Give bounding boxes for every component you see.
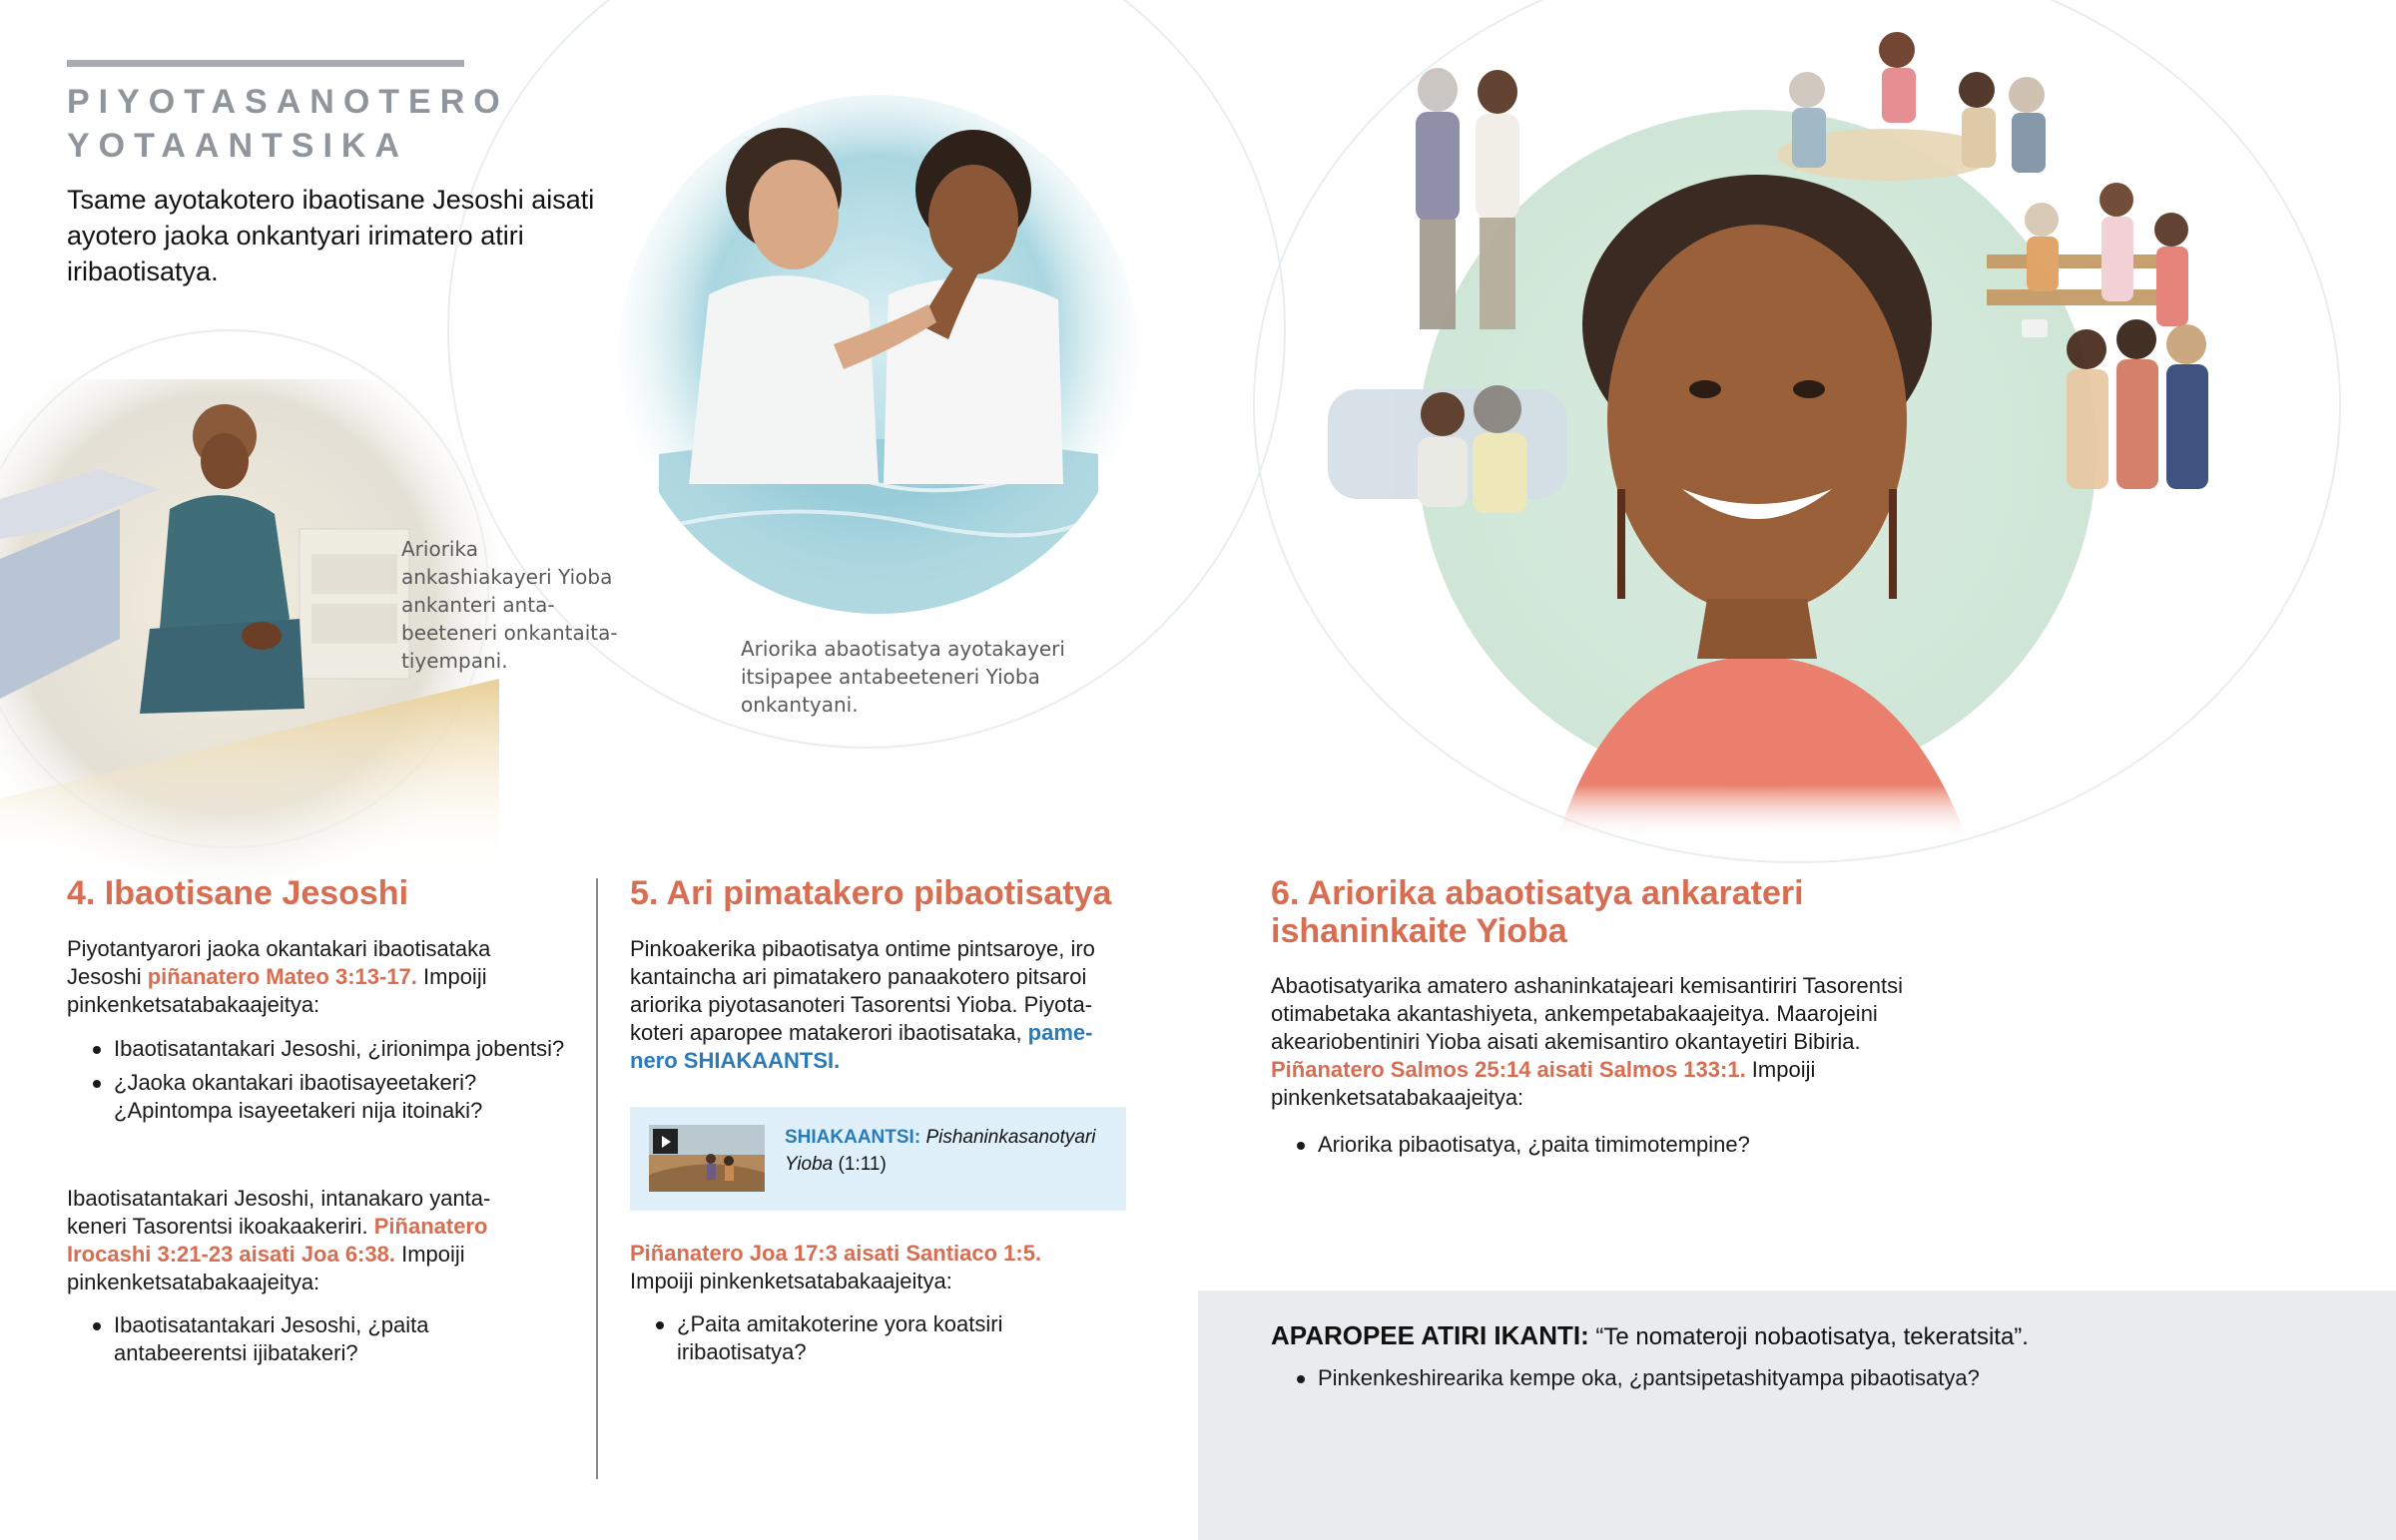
section-6-title-line: ishaninkaite Yioba bbox=[1271, 912, 1567, 950]
section-4-paragraph-2 bbox=[67, 1185, 546, 1296]
question-item: Ibaotisatantakari Jesoshi, ¿irionimpa jobentsi? bbox=[67, 1035, 566, 1063]
video-caption[interactable] bbox=[785, 1124, 1114, 1178]
header-rule bbox=[67, 60, 464, 67]
column-divider bbox=[596, 878, 598, 1479]
section-5-paragraph bbox=[630, 935, 1129, 1075]
video-title: Pishaninkasanotyari Yioba bbox=[785, 1127, 1096, 1175]
question-item: Ariorika pibaotisatya, ¿paita timimotempine? bbox=[1271, 1131, 1970, 1159]
scripture-reference[interactable]: Piñanatero Salmos 25:14 aisati Salmos 133:1. bbox=[1271, 1057, 1746, 1082]
others-say-questions bbox=[1271, 1364, 2329, 1392]
section-5-text: Pinkoakerika pibaotisatya ontime pintsaroye, iro kantaincha ari pimatakero panaakotero pitsaroi ariorika piyotasanoteri Tasorentsi Yioba. Piyota- koteri aparopee matakerori ibaotisataka, bbox=[630, 936, 1095, 1045]
scripture-reference[interactable]: piñanatero Mateo 3:13-17. bbox=[147, 964, 417, 989]
page-kicker bbox=[67, 80, 509, 168]
video-label: SHIAKAANTSI: bbox=[785, 1127, 921, 1148]
kicker-line: YOTAANTSIKA bbox=[67, 127, 409, 165]
praying-caption: Ariorika ankashiakayeri Yioba ankanteri anta- beeteneri onkantaita- tiyempani. bbox=[401, 537, 618, 673]
section-6-title bbox=[1271, 874, 2070, 950]
question-item: ¿Paita amitakoterine yora koatsiri iribaotisatya? bbox=[630, 1310, 1089, 1366]
others-say-heading bbox=[1271, 1318, 2349, 1354]
others-say-quote: “Te nomateroji nobaotisatya, tekeratsita”. bbox=[1595, 1323, 2029, 1350]
section-6-text: Impoiji pinkenketsatabakaajeitya: bbox=[1271, 1057, 1816, 1110]
intro-text: Tsame ayotakotero ibaotisane Jesoshi aisati ayotero jaoka onkantyari irimatero atiri iribaotisatya. bbox=[67, 185, 595, 286]
section-4-text: Impoiji pinkenketsatabakaajeitya: bbox=[67, 964, 487, 1017]
question-item: Ibaotisatantakari Jesoshi, ¿paita antabeerentsi ijibatakeri? bbox=[67, 1311, 506, 1367]
kicker-line: PIYOTASANOTERO bbox=[67, 83, 509, 121]
section-4-text: Impoiji pinkenketsatabakaajeitya: bbox=[67, 1242, 465, 1294]
video-duration: (1:11) bbox=[838, 1154, 887, 1175]
others-say-label: APAROPEE ATIRI IKANTI: bbox=[1271, 1320, 1589, 1350]
video-thumbnail[interactable] bbox=[649, 1125, 765, 1192]
section-4-paragraph bbox=[67, 935, 566, 1019]
question-item: ¿Jaoka okantakari ibaotisayeetakeri? ¿Apintompa isayeetakeri nija itoinaki? bbox=[67, 1069, 566, 1125]
section-4-text: Piyotantyarori jaoka okantakari ibaotisataka Jesoshi bbox=[67, 936, 491, 989]
scripture-reference[interactable]: Piñanatero Irocashi 3:21-23 aisati Joa 6:38. bbox=[67, 1214, 488, 1267]
section-5-questions bbox=[630, 1310, 1089, 1366]
baptism-caption: Ariorika abaotisatya ayotakayeri itsipapee antabeeteneri Yioba onkantyani. bbox=[741, 637, 1065, 717]
section-5-title: 5. Ari pimatakero pibaotisatya bbox=[630, 874, 1112, 912]
congregation-illustration bbox=[1288, 20, 2246, 878]
section-4-questions bbox=[67, 1035, 566, 1125]
section-5-text: Impoiji pinkenketsatabakaajeitya: bbox=[630, 1269, 952, 1293]
video-link[interactable]: pame- nero SHIAKAANTSI. bbox=[630, 1020, 1093, 1073]
section-5-paragraph-2 bbox=[630, 1240, 1129, 1295]
section-6-title-line: 6. Ariorika abaotisatya ankarateri bbox=[1271, 874, 1804, 912]
video-box[interactable] bbox=[630, 1107, 1126, 1211]
section-4-questions-2 bbox=[67, 1311, 506, 1367]
section-6-paragraph bbox=[1271, 972, 1960, 1112]
play-icon[interactable] bbox=[653, 1129, 678, 1154]
question-item: Pinkenkeshirearika kempe oka, ¿pantsipetashityampa pibaotisatya? bbox=[1271, 1364, 2329, 1392]
scripture-reference[interactable]: Piñanatero Joa 17:3 aisati Santiaco 1:5. bbox=[630, 1241, 1042, 1266]
section-6-questions bbox=[1271, 1131, 1970, 1159]
section-6-text: Abaotisatyarika amatero ashaninkatajeari kemisantiriri Tasorentsi otimabetaka akantashiyeta, ankempetabakaajeitya. Maarojeini akeariobentiniri Yioba aisati akemisantiro okantayetiri Bibiria. bbox=[1271, 973, 1904, 1054]
section-4-title: 4. Ibaotisane Jesoshi bbox=[67, 874, 409, 912]
section-4-text: Ibaotisatantakari Jesoshi, intanakaro yanta- keneri Tasorentsi ikoakaakeriri. bbox=[67, 1186, 491, 1239]
baptism-illustration bbox=[619, 95, 1138, 614]
